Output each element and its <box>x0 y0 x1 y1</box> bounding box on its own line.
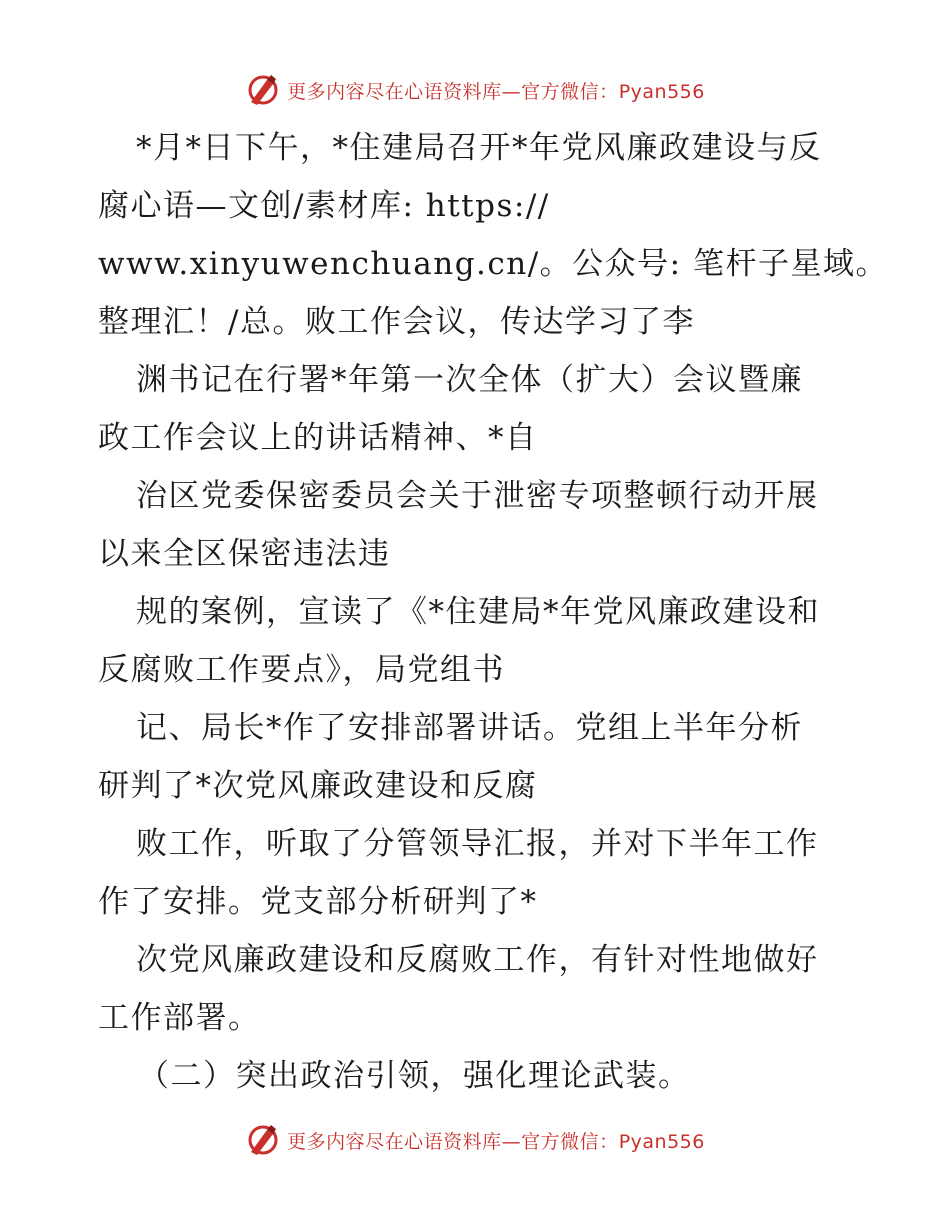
body-line: 整理汇！/总。败工作会议，传达学习了李 <box>98 304 695 340</box>
footer-banner-text <box>287 1127 705 1154</box>
body-line: 腐心语—文创/素材库: https:// <box>98 188 550 224</box>
document-body <box>98 119 888 1105</box>
footer-banner-wechat-id: Pyan556 <box>618 1130 705 1153</box>
body-line: 政工作会议上的讲话精神、*自 <box>98 420 538 456</box>
body-line: 渊书记在行署*年第一次全体（扩大）会议暨廉 <box>136 362 803 398</box>
body-line: 反腐败工作要点》，局党组书 <box>98 652 505 688</box>
footer-banner-cn: 更多内容尽在心语资料库 <box>287 1130 502 1153</box>
footer-banner <box>0 1120 950 1160</box>
body-line: 败工作，听取了分管领导汇报，并对下半年工作 <box>136 826 819 862</box>
header-banner-dash: — <box>501 80 522 103</box>
pen-logo-icon <box>245 72 281 108</box>
header-banner <box>0 70 950 110</box>
body-line: 治区党委保密委员会关于泄密专项整顿行动开展 <box>136 478 819 514</box>
body-line: 工作部署。 <box>98 1000 261 1036</box>
body-line: *月*日下午，*住建局召开*年党风廉政建设与反 <box>136 130 822 166</box>
body-line: 以来全区保密违法违 <box>98 536 391 572</box>
footer-banner-official: 官方微信： <box>521 1130 619 1153</box>
body-line: www.xinyuwenchuang.cn/。公众号: 笔杆子星域。 <box>98 246 888 282</box>
body-line: 次党风廉政建设和反腐败工作，有针对性地做好 <box>136 942 819 978</box>
header-banner-text <box>287 77 705 104</box>
body-line: 记、局长*作了安排部署讲话。党组上半年分析 <box>136 710 803 746</box>
body-line: 作了安排。党支部分析研判了* <box>98 884 538 920</box>
section-heading: （二）突出政治引领，强化理论武装。 <box>138 1058 691 1094</box>
pen-logo-icon <box>245 1122 281 1158</box>
header-banner-cn: 更多内容尽在心语资料库 <box>287 80 502 103</box>
header-banner-wechat-id: Pyan556 <box>618 80 705 103</box>
footer-banner-dash: — <box>501 1130 522 1153</box>
body-line: 规的案例，宣读了《*住建局*年党风廉政建设和 <box>136 594 820 630</box>
header-banner-official: 官方微信： <box>521 80 619 103</box>
body-line: 研判了*次党风廉政建设和反腐 <box>98 768 538 804</box>
